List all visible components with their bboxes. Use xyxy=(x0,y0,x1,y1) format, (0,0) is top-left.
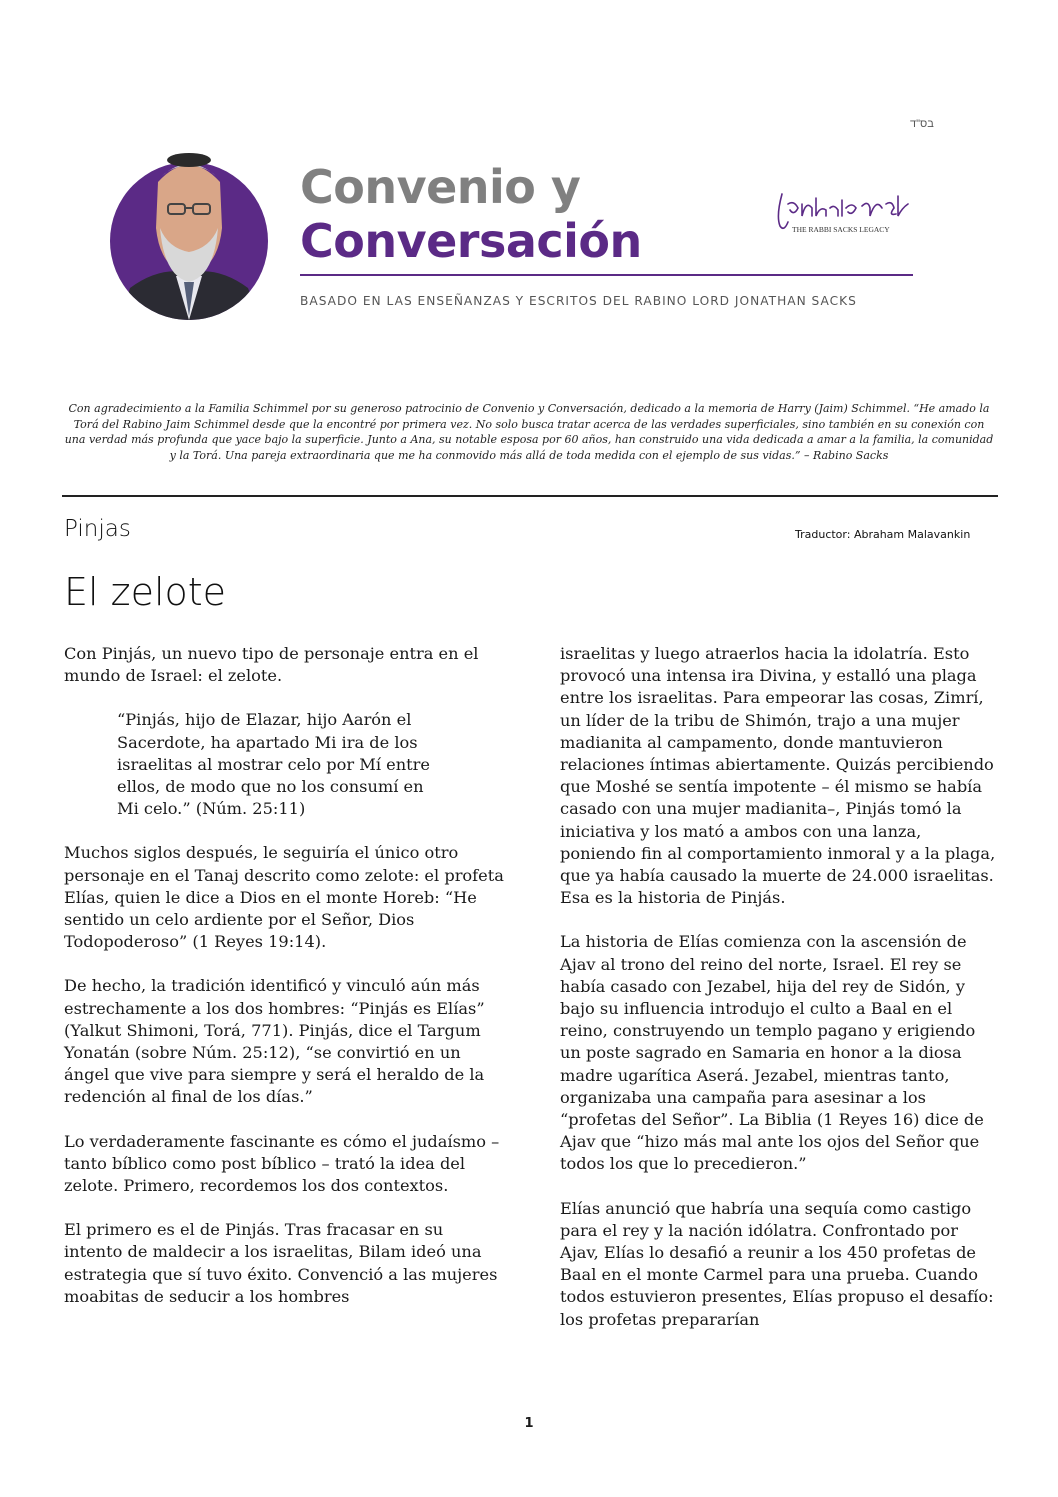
article-column-right xyxy=(560,643,1000,1353)
paragraph: El primero es el de Pinjás. Tras fracasar en su intento de maldecir a los israelitas, Bilam ideó una estrategia que sí tuvo éxito. Convenció a las mujeres moabitas de seducir a los hombres xyxy=(64,1220,498,1306)
article-headline: El zelote xyxy=(64,570,227,614)
rabbi-sacks-legacy-logo xyxy=(772,186,912,238)
paragraph: israelitas y luego atraerlos hacia la idolatría. Esto provocó una intensa ira Divina, y estalló una plaga entre los israelitas. Para empeorar las cosas, Zimrí, un líder de la tribu de Shimón, trajo a una mujer madianita al campamento, donde mantuvieron relaciones íntimas abiertamente. Quizás percibiendo que Moshé se sentía impotente – él mismo se había casado con una mujer madianita–, Pinjás tomó la iniciativa y los mató a ambos con una lanza, poniendo fin al comportamiento inmoral y a la plaga, que ya había causado la muerte de 24.000 israelitas. Esa es la historia de Pinjás. xyxy=(560,644,996,908)
bsd-mark: בס"ד xyxy=(910,118,934,130)
page-number: 1 xyxy=(524,1416,534,1431)
dedication-text: Con agradecimiento a la Familia Schimmel por su generoso patrocinio de Convenio y Conversación, dedicado a la memoria de Harry (Jaim) Schimmel. “He amado la Torá del Rabino Jaim Schimmel desde que la encontré por primera vez. No solo busca tratar acerca de las verdades superficiales, sino también en su conexión con una verdad más profunda que yace bajo la superficie. Junto a Ana, su notable esposa por 60 años, han construido una vida dedicada a amar a la familia, la comunidad y la Torá. Una pareja extraordinaria que me ha conmovido más allá de toda medida con el ejemplo de sus vidas.” – Rabino Sacks xyxy=(64,402,994,462)
block-quote: “Pinjás, hijo de Elazar, hijo Aarón el Sacerdote, ha apartado Mi ira de los israelitas al mostrar celo por Mí entre ellos, de modo que no los consumí en Mi celo.” (Núm. 25:11) xyxy=(117,710,431,819)
paragraph: Elías anunció que habría una sequía como castigo para el rey y la nación idólatra. Confrontado por Ajav, Elías lo desafió a reunir a los 450 profetas de Baal en el monte Carmel para una prueba. Cuando todos estuvieron presentes, Elías propuso el desafío: los profetas prepararían xyxy=(560,1198,994,1329)
paragraph: Con Pinjás, un nuevo tipo de personaje entra en el mundo de Israel: el zelote. xyxy=(64,644,479,686)
paragraph: Lo verdaderamente fascinante es cómo el judaísmo – tanto bíblico como post bíblico – trató la idea del zelote. Primero, recordemos los dos contextos. xyxy=(64,1131,500,1196)
title-line-2: Conversación xyxy=(300,214,642,268)
paragraph: La historia de Elías comienza con la ascensión de Ajav al trono del reino del norte, Israel. El rey se había casado con Jezabel, hija del rey de Sidón, y bajo su influencia introdujo el culto a Baal en el reino, construyendo un templo pagano y erigiendo un poste sagrado en Samaria en honor a la diosa madre ugarítica Aserá. Jezabel, mientras tanto, organizaba una campaña para asesinar a los “profetas del Señor”. La Biblia (1 Reyes 16) dice de Ajav que “hizo más mal ante los ojos del Señor que todos los que lo precedieron.” xyxy=(560,932,984,1174)
title-line-1: Convenio y xyxy=(300,160,581,214)
header-divider xyxy=(300,274,913,276)
newsletter-title xyxy=(300,160,642,268)
rabbi-portrait-image xyxy=(110,148,268,320)
logo-tagline: THE RABBI SACKS LEGACY xyxy=(792,225,890,234)
article-column-left xyxy=(64,643,506,1330)
paragraph: Muchos siglos después, le seguiría el único otro personaje en el Tanaj descrito como zelote: el profeta Elías, quien le dice a Dios en el monte Horeb: “He sentido un celo ardiente por el Señor, Dios Todopoderoso” (1 Reyes 19:14). xyxy=(64,843,504,952)
parasha-name: Pinjas xyxy=(64,516,131,542)
translator-credit: Traductor: Abraham Malavankin xyxy=(795,528,971,541)
section-divider xyxy=(62,495,998,497)
newsletter-subtitle: BASADO EN LAS ENSEÑANZAS Y ESCRITOS DEL RABINO LORD JONATHAN SACKS xyxy=(300,294,857,308)
paragraph: De hecho, la tradición identificó y vinculó aún más estrechamente a los dos hombres: “Pinjás es Elías” (Yalkut Shimoni, Torá, 771). Pinjás, dice el Targum Yonatán (sobre Núm. 25:12), “se convirtió en un ángel que vive para siempre y será el heraldo de la redención al final de los días.” xyxy=(64,976,485,1107)
